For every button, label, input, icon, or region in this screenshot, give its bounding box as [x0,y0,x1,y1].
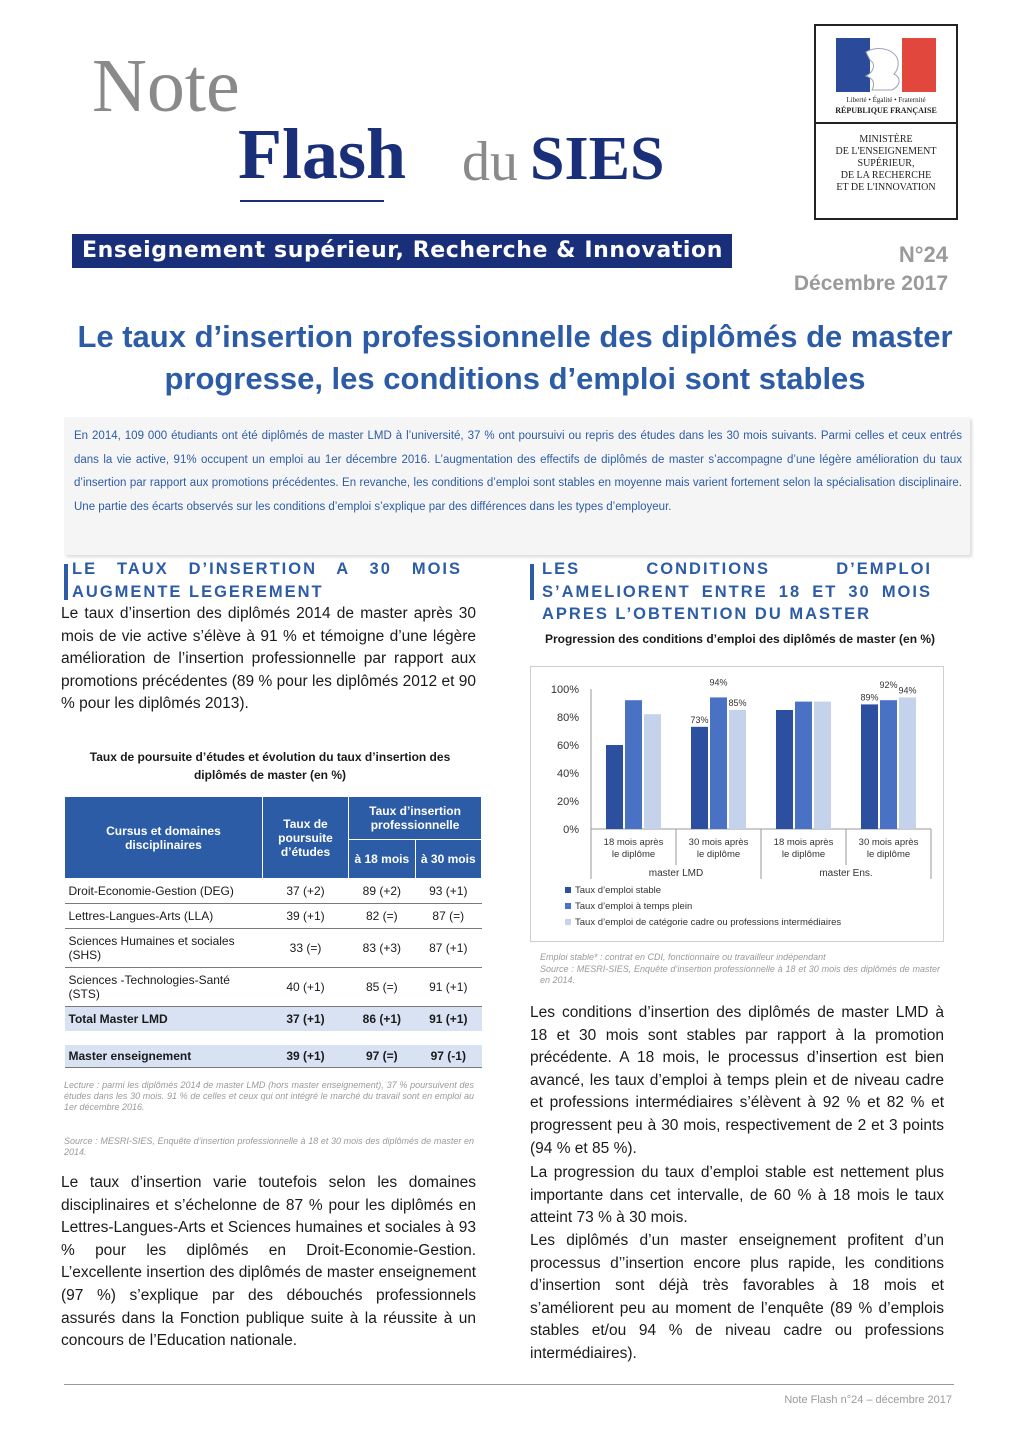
category-label: le diplôme [611,849,656,860]
group-label: master Ens. [819,868,873,879]
data-label: 73% [690,714,709,725]
bar [880,700,897,829]
category-label: 30 mois après [858,837,919,848]
table-cell-domain: Lettres-Langues-Arts (LLA) [65,904,263,929]
bar [729,710,746,829]
marianne-flag-icon [836,38,936,92]
legend-label: Taux d’emploi stable [575,885,662,896]
y-tick-label: 0% [563,824,579,836]
table-cell-18: 97 (=) [349,1045,415,1068]
summary-box [64,417,970,555]
bar [795,702,812,829]
bar [814,702,831,829]
group-label: master LMD [648,868,704,879]
y-tick-label: 100% [550,684,579,696]
right-paragraph-1: Les conditions d’insertion des diplômés de master LMD à 18 et 30 mois sont stables par rapport à la promotion précédente. A 18 mois, le processus d’insertion est bien avancé, les taux d’emploi à temps plein et de niveau cadre et professions intermédiaires s’élèvent à 92 % et 82 % et progressent peu à 30 mois, respectivement de 2 et 3 points (94 % et 85 %). [530,1004,944,1157]
y-tick-label: 20% [556,796,579,808]
legend-label: Taux d’emploi à temps plein [575,901,693,912]
data-label: 85% [728,698,747,708]
table-header-18-mois: à 18 mois [349,840,415,879]
table-cell-poursuite: 40 (+1) [262,968,348,1007]
right-paragraph-2: La progression du taux d’emploi stable est nettement plus importante dans cet intervalle, de 60 % à 18 mois le taux atteint 73 % à 30 mois. [530,1164,944,1227]
table-caption: Taux de poursuite d’études et évolution du taux d’insertion des diplômés de master (en %) [89,750,451,782]
legend-swatch [565,887,571,893]
page-title: Le taux d’insertion professionnelle des diplômés de master progresse, les conditions d’emploi sont stables [77,319,953,396]
legend-label: Taux d’emploi de catégorie cadre ou professions intermédiaires [575,917,842,928]
y-tick-label: 60% [556,740,579,752]
category-label: 18 mois après [603,837,664,848]
logo-motto: Liberté • Égalité • Fraternité [846,96,926,104]
left-paragraph-2: Le taux d’insertion varie toutefois selon les domaines disciplinaires et s’échelonne de 87 % pour les diplômés en Lettres-Langues-Arts et Sciences humaines et sociales à 93 % pour les diplômés en Droit-Economie-Gestion. L’excellente insertion des diplômés de master enseignement (97 %) s’explique par des débouchés professionnels assurés dans la Fonction publique suite à la réussite à un concours de l’Education nationale. [61,1174,476,1350]
table-cell-30: 97 (-1) [415,1045,481,1068]
right-heading-bar [530,564,534,600]
table-row [65,968,482,1007]
category-label: 18 mois après [773,837,834,848]
table-header-insertion: Taux d’insertion professionnelle [349,797,482,840]
table-header-poursuite: Taux de poursuite d’études [262,797,348,879]
table-cell-18: 82 (=) [349,904,415,929]
data-label: 92% [879,680,898,691]
table-row [65,879,482,904]
footer-text: Note Flash n°24 – décembre 2017 [784,1394,952,1406]
table-cell-domain: Sciences Humaines et sociales (SHS) [65,929,263,968]
table-cell-domain: Total Master LMD [65,1007,263,1032]
bar [691,727,708,829]
table-cell-30: 87 (+1) [415,929,481,968]
bar [644,714,661,829]
table-cell-poursuite: 39 (+1) [262,904,348,929]
bar [710,697,727,829]
ministry-logo [814,24,958,220]
table-cell-30: 87 (=) [415,904,481,929]
table-cell-poursuite: 37 (+1) [262,1007,348,1032]
legend-swatch [565,903,571,909]
table-reading-note: Lecture : parmi les diplômés 2014 de master LMD (hors master enseignement), 37 % poursuivent des études dans les 30 mois. 91 % de celles et ceux qui ont intégré le marché du travail sont en emploi au 1er décembre 2016. [64,1080,474,1112]
table-cell-domain: Master enseignement [65,1045,263,1068]
category-label: 30 mois après [688,837,749,848]
bar [776,710,793,829]
category-label: le diplôme [696,849,741,860]
header-flash-word: Flash [238,114,407,194]
left-heading-bar [64,564,68,600]
category-label: le diplôme [781,849,826,860]
y-tick-label: 40% [556,768,579,780]
bar [861,704,878,829]
table-cell-poursuite: 37 (+2) [262,879,348,904]
table-cell-domain: Sciences -Technologies-Santé (STS) [65,968,263,1007]
right-section-heading: LES CONDITIONS D’EMPLOI S’AMELIORENT ENTRE 18 ET 30 MOIS APRES L’OBTENTION DU MASTER [542,560,932,623]
table-cell-30: 91 (+1) [415,1007,481,1032]
table-cell-18: 89 (+2) [349,879,415,904]
chart-source-note: Source : MESRI-SIES, Enquête d’insertion professionnelle à 18 et 30 mois des diplômés de master en 2014. [540,964,940,985]
table-cell-poursuite: 39 (+1) [262,1045,348,1068]
left-section-heading: LE TAUX D’INSERTION A 30 MOIS AUGMENTE LEGEREMENT [72,560,462,601]
logo-divider [816,122,956,124]
table-cell-18: 85 (=) [349,968,415,1007]
table-header-domain: Cursus et domaines disciplinaires [65,797,263,879]
table-cell-18: 86 (+1) [349,1007,415,1032]
subject-banner: Enseignement supérieur, Recherche & Innovation [72,234,732,268]
footer-rule [64,1384,954,1385]
right-paragraph-3: Les diplômés d’un master enseignement profitent d’un processus d’’insertion encore plus rapide, les conditions d’insertion sont déjà très favorables à 18 mois et s’améliorent peu au moment de l’enquête (89 % d’emplois stables et/ou 94 % de niveau cadre ou professions intermédiaires). [530,1232,944,1362]
bar [899,697,916,829]
issue-date: Décembre 2017 [793,272,948,295]
y-tick-label: 80% [556,712,579,724]
header-underline [240,200,384,202]
table-spacer-row [65,1031,482,1045]
table-cell-30: 91 (+1) [415,968,481,1007]
table-source-note: Source : MESRI-SIES, Enquête d’insertion professionnelle à 18 et 30 mois des diplômés de master en 2014. [64,1136,474,1157]
category-label: le diplôme [866,849,911,860]
employment-conditions-chart [531,667,943,941]
chart-title: Progression des conditions d’emploi des diplômés de master (en %) [544,632,936,646]
logo-republic: RÉPUBLIQUE FRANÇAISE [835,106,937,115]
data-label: 94% [898,685,917,696]
issue-number: N°24 [898,242,948,267]
data-label: 89% [860,692,879,703]
table-row [65,904,482,929]
left-paragraph-1: Le taux d’insertion des diplômés 2014 de master après 30 mois de vie active s’élève à 91 % et témoigne d’une légère amélioration de l’insertion professionnelle par rapport aux promotions précédentes (89 % pour les diplômés 2012 et 90 % pour les diplômés 2013). [61,605,476,713]
table-header-30-mois: à 30 mois [415,840,481,879]
insertion-table [64,796,482,1068]
header-note-word: Note [92,44,240,128]
summary-text: En 2014, 109 000 étudiants ont été diplômés de master LMD à l’université, 37 % ont poursuivi ou repris des études dans les 30 mois suivants. Parmi celles et ceux entrés dans la vie active, 91% occupent un emploi au 1er décembre 2016. L’augmentation des effectifs de diplômés de master s’accompagne d’une légère amélioration du taux d’insertion par rapport aux promotions précédentes. En revanche, les conditions d’emploi sont stables en moyenne mais varient fortement selon la spécialisation disciplinaire. Une partie des écarts observés sur les conditions d’emploi s’explique par des différences dans les types d’employeur. [74,430,962,513]
table-row [65,929,482,968]
table-total-row [65,1007,482,1032]
bar [625,700,642,829]
table-enseignement-row [65,1045,482,1068]
header-du-word: du [462,131,518,193]
logo-ministry-name: MINISTÈRE DE L'ENSEIGNEMENT SUPÉRIEUR, DE LA RECHERCHE ET DE L'INNOVATION [835,134,937,193]
table-cell-domain: Droit-Economie-Gestion (DEG) [65,879,263,904]
header-sies-word: SIES [530,125,665,193]
table-cell-30: 93 (+1) [415,879,481,904]
bar [606,745,623,829]
legend-swatch [565,919,571,925]
table-cell-poursuite: 33 (=) [262,929,348,968]
data-label: 94% [709,677,728,688]
chart-frame [530,666,944,942]
table-cell-18: 83 (+3) [349,929,415,968]
chart-stable-note: Emploi stable* : contrat en CDI, fonctionnaire ou travailleur indépendant [540,952,826,962]
